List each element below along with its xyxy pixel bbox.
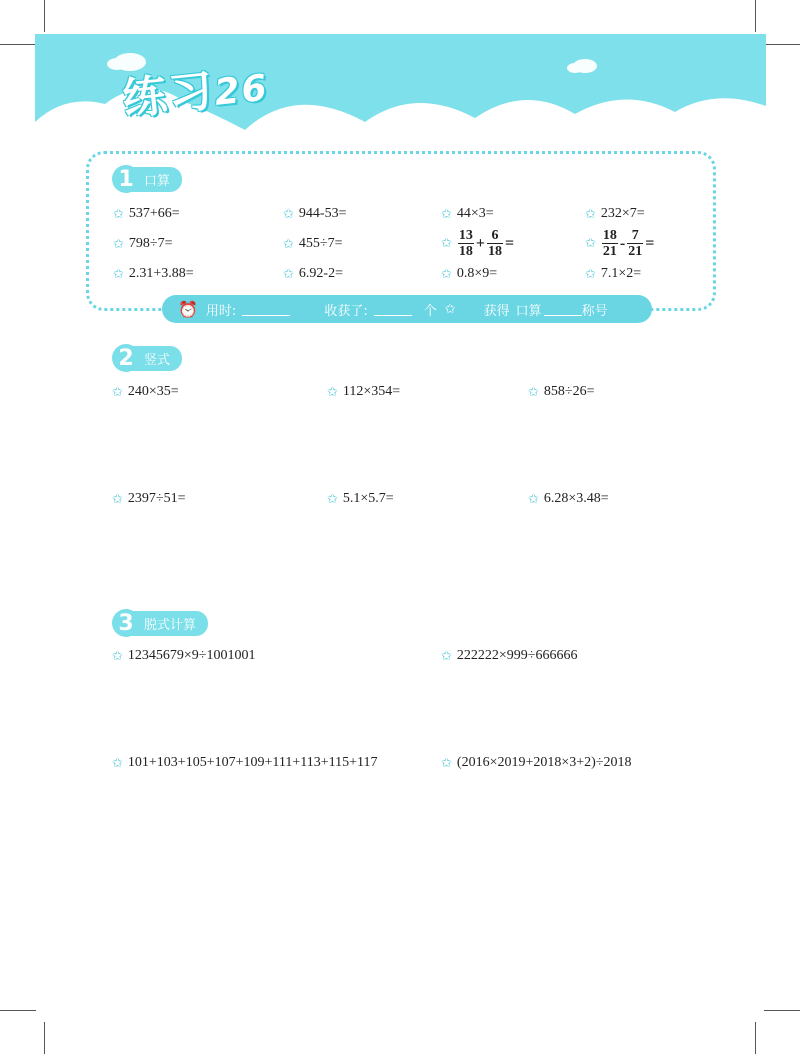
problem-text: 6.92-2= — [298, 266, 343, 281]
problem-text: 944-53= — [298, 206, 347, 221]
star-icon: ✩ — [528, 384, 539, 400]
section-number: 2 — [112, 344, 140, 372]
problem-item — [112, 491, 186, 507]
star-icon: ✩ — [283, 206, 294, 222]
star-icon: ✩ — [441, 648, 452, 664]
problem-text: 6.28×3.48= — [543, 491, 609, 506]
fraction-problem — [441, 228, 515, 259]
alarm-clock-icon: ⏰ — [178, 299, 198, 319]
problem-item — [441, 266, 497, 282]
crop-mark — [0, 1010, 36, 1011]
problem-item — [327, 491, 394, 507]
result-status-bar — [162, 295, 652, 323]
crop-mark — [44, 0, 45, 32]
denominator: 18 — [458, 244, 473, 259]
denominator: 21 — [602, 244, 617, 259]
problem-text: 44×3= — [456, 206, 494, 221]
problem-text: 0.8×9= — [456, 266, 498, 281]
denominator: 18 — [488, 244, 503, 259]
star-icon: ✩ — [112, 491, 123, 507]
problem-item — [283, 236, 343, 252]
problem-item — [327, 384, 400, 400]
crop-mark — [755, 0, 756, 32]
problem-text: 12345679×9÷1001001 — [127, 648, 256, 663]
problem-text: 232×7= — [600, 206, 645, 221]
crop-mark — [764, 1010, 800, 1011]
fraction — [627, 228, 643, 259]
problem-item — [112, 648, 256, 664]
crop-mark — [44, 1022, 45, 1054]
star-icon: ✩ — [113, 206, 124, 222]
harvest-blank[interactable] — [374, 303, 412, 316]
star-icon: ✩ — [441, 236, 452, 251]
problem-text: 537+66= — [128, 206, 180, 221]
title-number: 26 — [212, 67, 271, 114]
section-number: 3 — [112, 609, 140, 637]
problem-text: 222222×999÷666666 — [456, 648, 578, 663]
section-title: 竖式 — [126, 346, 182, 371]
problem-item — [112, 384, 179, 400]
problem-item — [528, 384, 595, 400]
star-icon: ✩ — [113, 266, 124, 282]
equals-sign: = — [645, 234, 655, 252]
time-label: 用时: — [205, 303, 237, 319]
problem-text: 2.31+3.88= — [128, 266, 194, 281]
star-icon: ✩ — [327, 384, 338, 400]
fraction — [487, 228, 503, 259]
star-icon: ✩ — [585, 236, 596, 251]
problem-text: 240×35= — [127, 384, 179, 399]
problem-text: 2397÷51= — [127, 491, 186, 506]
star-icon: ✩ — [112, 648, 123, 664]
star-icon: ✩ — [112, 755, 123, 771]
star-icon: ✩ — [283, 266, 294, 282]
star-icon: ✩ — [585, 206, 596, 222]
star-icon: ✩ — [528, 491, 539, 507]
section-title: 脱式计算 — [126, 611, 208, 636]
problem-text: 5.1×5.7= — [342, 491, 394, 506]
problem-item — [113, 266, 194, 282]
crop-mark — [0, 44, 36, 45]
crop-mark — [764, 44, 800, 45]
title-name-text: 口算 — [515, 303, 542, 319]
problem-text: 798÷7= — [128, 236, 173, 251]
section-title: 口算 — [126, 167, 182, 192]
operator: - — [619, 234, 626, 252]
star-icon: ✩ — [585, 266, 596, 282]
star-icon: ✩ — [441, 206, 452, 222]
section3-badge — [112, 610, 208, 636]
problem-item — [585, 266, 641, 282]
section2-badge — [112, 345, 182, 371]
numerator: 6 — [491, 228, 499, 243]
problem-item — [113, 236, 173, 252]
fraction — [458, 228, 474, 259]
problem-item — [441, 206, 494, 222]
problem-item — [283, 266, 343, 282]
problem-text: 455÷7= — [298, 236, 343, 251]
fraction — [602, 228, 618, 259]
title-blank[interactable] — [544, 303, 582, 316]
problem-text: 7.1×2= — [600, 266, 642, 281]
star-icon: ✩ — [444, 301, 456, 317]
star-icon: ✩ — [441, 755, 452, 771]
suffix-label: 称号 — [581, 303, 608, 319]
problem-item — [441, 755, 632, 771]
numerator: 18 — [602, 228, 617, 243]
problem-text: 858÷26= — [543, 384, 595, 399]
problem-item — [283, 206, 346, 222]
time-blank[interactable] — [242, 303, 290, 316]
problem-item — [528, 491, 609, 507]
operator: + — [475, 234, 486, 252]
fraction-problem — [585, 228, 655, 259]
equals-sign: = — [505, 234, 515, 252]
problem-item — [112, 755, 377, 771]
title-label: 练习 — [120, 65, 218, 126]
problem-text: 101+103+105+107+109+111+113+115+117 — [127, 755, 378, 770]
crop-mark — [755, 1022, 756, 1054]
earn-label: 获得 — [483, 303, 510, 319]
problem-text: 112×354= — [342, 384, 401, 399]
section1-badge — [112, 166, 182, 192]
numerator: 13 — [458, 228, 473, 243]
star-icon: ✩ — [441, 266, 452, 282]
denominator: 21 — [628, 244, 643, 259]
numerator: 7 — [631, 228, 639, 243]
section-number: 1 — [112, 165, 140, 193]
problem-item — [585, 206, 645, 222]
star-icon: ✩ — [283, 236, 294, 252]
problem-item — [113, 206, 180, 222]
harvest-label: 收获了: — [324, 303, 368, 319]
star-icon: ✩ — [113, 236, 124, 252]
unit-label: 个 — [423, 303, 437, 319]
problem-text: (2016×2019+2018×3+2)÷2018 — [456, 755, 632, 770]
problem-item — [441, 648, 578, 664]
star-icon: ✩ — [112, 384, 123, 400]
star-icon: ✩ — [327, 491, 338, 507]
